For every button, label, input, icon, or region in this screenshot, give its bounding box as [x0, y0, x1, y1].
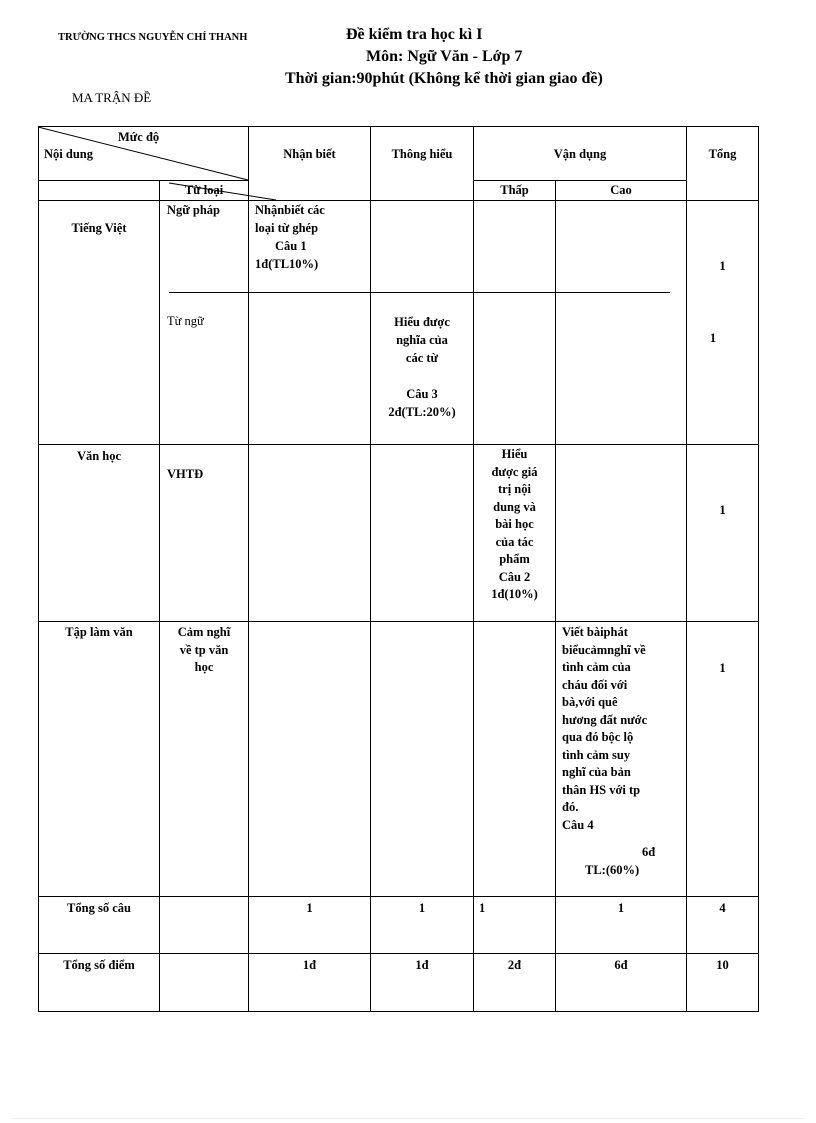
exam-subject: Môn: Ngữ Văn - Lớp 7 — [366, 48, 523, 65]
nb-line-1: Nhậnbiết các — [255, 203, 325, 217]
tong-cau-thap: 1 — [479, 901, 486, 915]
col-divider-1 — [159, 180, 160, 1012]
tong-diem-nb: 1đ — [302, 958, 317, 972]
col-divider-2 — [248, 126, 249, 1012]
row-divider-4 — [38, 953, 759, 954]
col-divider-5 — [555, 180, 556, 1012]
header-thong-hieu: Thông hiểu — [391, 147, 453, 161]
cao-line-5: hương đất nước — [562, 712, 648, 727]
row-divider-1 — [38, 444, 759, 445]
subrow-ngu-phap: Ngữ pháp — [167, 203, 221, 217]
tong-diem-th: 1đ — [415, 958, 429, 972]
cao-line-7: tình cảm suy — [562, 747, 631, 762]
sub-cam-nghi — [160, 624, 248, 677]
header-thap: Thấp — [500, 183, 529, 197]
tong-diem-thap: 2đ — [507, 958, 522, 972]
row-van-hoc-label: Văn học — [76, 449, 122, 463]
table-border-left — [38, 126, 39, 1012]
row-tap-lam-van-label: Tập làm văn — [65, 625, 133, 639]
header-van-dung: Vận dụng — [553, 147, 607, 161]
subrow-vhtd: VHTĐ — [167, 467, 204, 481]
th-line-4: Câu 3 — [406, 387, 438, 401]
exam-matrix-table — [38, 126, 759, 1012]
cao-line-9: thân HS với tp — [562, 782, 641, 797]
row-tong-so-diem-label: Tổng số điểm — [63, 958, 135, 972]
cao-line-2: tình cảm của — [562, 660, 631, 674]
subrow-tu-ngu: Từ ngữ — [167, 314, 204, 328]
header-nhan-biet: Nhận biết — [283, 147, 336, 161]
cao-line-11: Câu 4 — [562, 817, 594, 832]
thap-line-4: bài học — [495, 517, 534, 531]
thap-lines — [474, 446, 555, 604]
row-divider-tiengviet-inner — [169, 292, 670, 293]
cao-line-4: bà,với quê — [562, 695, 618, 709]
cao-line-0: Viết bàiphát — [562, 625, 628, 639]
thap-line-0: Hiểu — [501, 447, 528, 461]
school-name: TRƯỜNG THCS NGUYỄN CHÍ THANH — [58, 32, 248, 43]
tong-diem-tong: 10 — [716, 958, 729, 972]
exam-title: Đề kiểm tra học kì I — [346, 26, 483, 43]
corner-bottom-label: Nội dung — [44, 147, 93, 161]
table-border-right — [758, 126, 759, 1012]
subcol-tuloai: Từ loại — [184, 183, 224, 197]
tong-cau-nb: 1 — [306, 901, 313, 915]
tong-cau-cao: 1 — [617, 901, 625, 915]
th-line-5: 2đ(TL:20%) — [388, 405, 456, 419]
thap-line-7: Câu 2 — [498, 569, 531, 584]
thap-line-1: được giá — [491, 464, 538, 479]
tong-tieng-viet-1: 1 — [719, 259, 726, 273]
cao-line-1: biểucảmnghĩ về — [562, 642, 646, 657]
row-divider-2 — [38, 621, 759, 622]
tong-tieng-viet-2: 1 — [709, 331, 717, 345]
exam-time: Thời gian:90phút (Không kể thời gian giao đề) — [285, 70, 603, 87]
th-line-2: nghĩa của — [396, 333, 448, 347]
row-tieng-viet-label: Tiếng Việt — [71, 221, 127, 235]
sub-line-1: về tp văn — [179, 642, 229, 657]
header-cao: Cao — [610, 183, 632, 197]
cao-line-6: qua đó bộc lộ — [562, 730, 634, 744]
tong-diem-cao: 6đ — [614, 958, 628, 972]
tong-tap-lam-van: 1 — [719, 661, 726, 675]
col-divider-3 — [370, 126, 371, 1012]
table-border-bottom — [38, 1011, 759, 1012]
cao-lines — [562, 624, 647, 834]
tong-cau-th: 1 — [418, 901, 426, 915]
cao-line-10: đó. — [562, 800, 579, 814]
cao-diem: 6đ — [642, 845, 656, 859]
row-divider-3 — [38, 896, 759, 897]
cao-tl: TL:(60%) — [585, 863, 640, 877]
th-line-1: Hiểu được — [394, 315, 450, 329]
section-title: MA TRẬN ĐỀ — [72, 90, 152, 105]
cao-line-3: cháu đối với — [562, 677, 628, 692]
thap-line-5: của tác — [495, 534, 534, 549]
nb-line-2: loại từ ghép — [255, 221, 319, 235]
header-tong: Tổng — [708, 147, 737, 161]
page-bottom-edge — [10, 1118, 806, 1119]
corner-top-label: Mức độ — [118, 130, 160, 144]
nb-line-3: Câu 1 — [275, 239, 307, 253]
row-tong-so-cau-label: Tổng số câu — [67, 901, 131, 915]
thap-line-8: 1đ(10%) — [491, 587, 538, 601]
sub-line-0: Cảm nghĩ — [177, 625, 231, 639]
thap-line-6: phẩm — [499, 552, 530, 566]
thap-line-3: dung và — [493, 499, 536, 514]
sub-line-2: học — [194, 660, 214, 674]
cao-line-8: nghĩ của bản — [562, 765, 631, 779]
nb-line-4: 1đ(TL10%) — [255, 257, 319, 271]
thap-line-2: trị nội — [498, 482, 531, 496]
th-line-3: các từ — [405, 351, 439, 365]
tong-van-hoc: 1 — [719, 503, 726, 517]
tong-cau-tong: 4 — [719, 901, 726, 915]
